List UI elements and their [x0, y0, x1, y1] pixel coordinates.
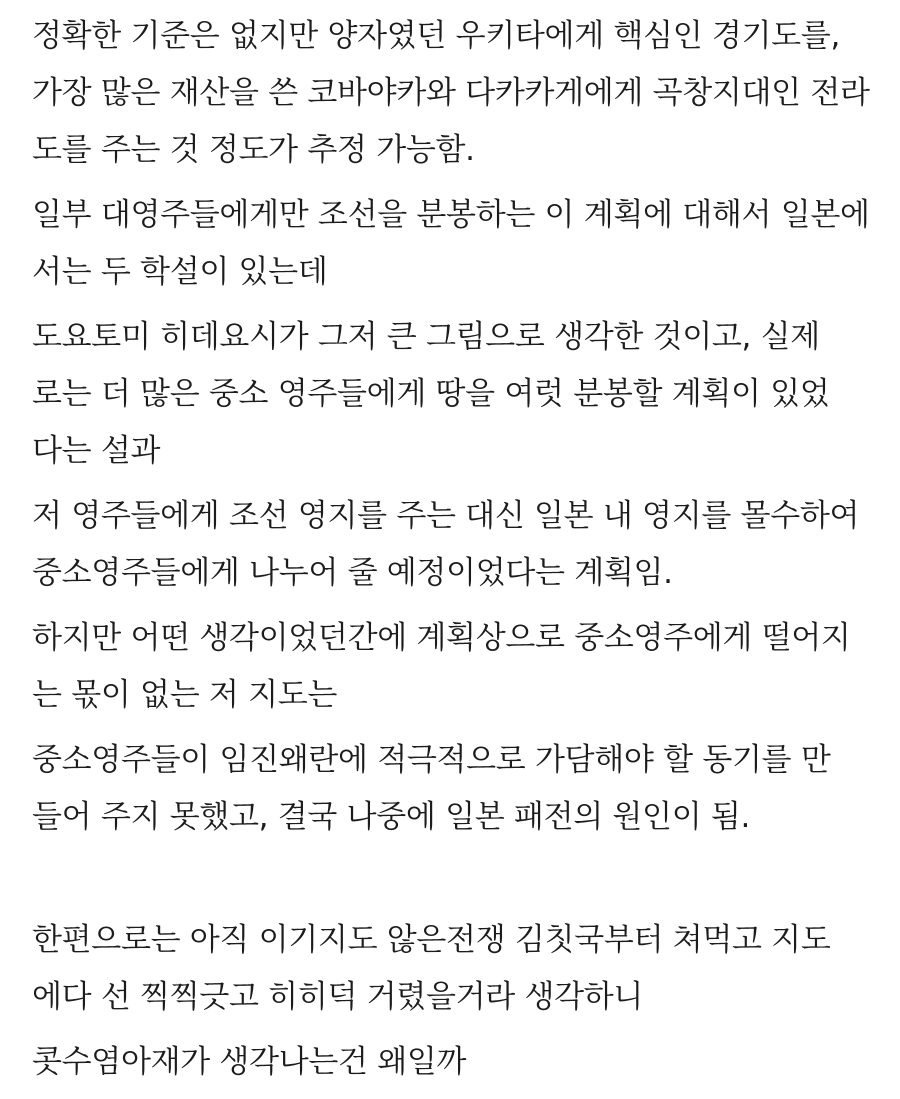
- text-line: 가장 많은 재산을 쓴 코바야카와 다카카게에게 곡창지대인 전라: [32, 75, 870, 111]
- paragraph: [32, 488, 872, 602]
- text-line: 로는 더 많은 중소 영주들에게 땅을 여럿 분봉할 계획이 있었: [32, 376, 830, 412]
- paragraph: [32, 8, 872, 179]
- text-line: 는 몫이 없는 저 지도는: [32, 677, 338, 713]
- text-line: 콧수염아재가 생각나는건 왜일까: [32, 1044, 467, 1080]
- text-line: 도요토미 히데요시가 그저 큰 그림으로 생각한 것이고, 실제: [32, 319, 820, 355]
- text-line: 일부 대영주들에게만 조선을 분봉하는 이 계획에 대해서 일본에: [32, 197, 870, 233]
- text-line: 서는 두 학설이 있는데: [32, 254, 328, 290]
- text-line: 하지만 어떤 생각이었던간에 계획상으로 중소영주에게 떨어지: [32, 620, 851, 656]
- paragraph: [32, 1034, 872, 1091]
- text-line: 한편으로는 아직 이기지도 않은전쟁 김칫국부터 쳐먹고 지도: [32, 922, 831, 958]
- text-line: 중소영주들이 임진왜란에 적극적으로 가담해야 할 동기를 만: [32, 742, 831, 778]
- blank-line: [32, 854, 872, 912]
- paragraph: [32, 187, 872, 301]
- paragraph: [32, 309, 872, 480]
- paragraph: [32, 610, 872, 724]
- paragraph: [32, 732, 872, 846]
- text-line: 다는 설과: [32, 433, 161, 469]
- text-line: 정확한 기준은 없지만 양자였던 우키타에게 핵심인 경기도를,: [32, 18, 841, 54]
- text-line: 에다 선 찍찍긋고 히히덕 거렸을거라 생각하니: [32, 979, 644, 1015]
- text-line: 들어 주지 못했고, 결국 나중에 일본 패전의 원인이 됨.: [32, 799, 751, 835]
- paragraph: [32, 912, 872, 1026]
- text-line: 중소영주들에게 나누어 줄 예정이었다는 계획임.: [32, 555, 673, 591]
- article-body: [32, 8, 872, 1099]
- text-line: 도를 주는 것 정도가 추정 가능함.: [32, 132, 475, 168]
- text-line: 저 영주들에게 조선 영지를 주는 대신 일본 내 영지를 몰수하여: [32, 498, 860, 534]
